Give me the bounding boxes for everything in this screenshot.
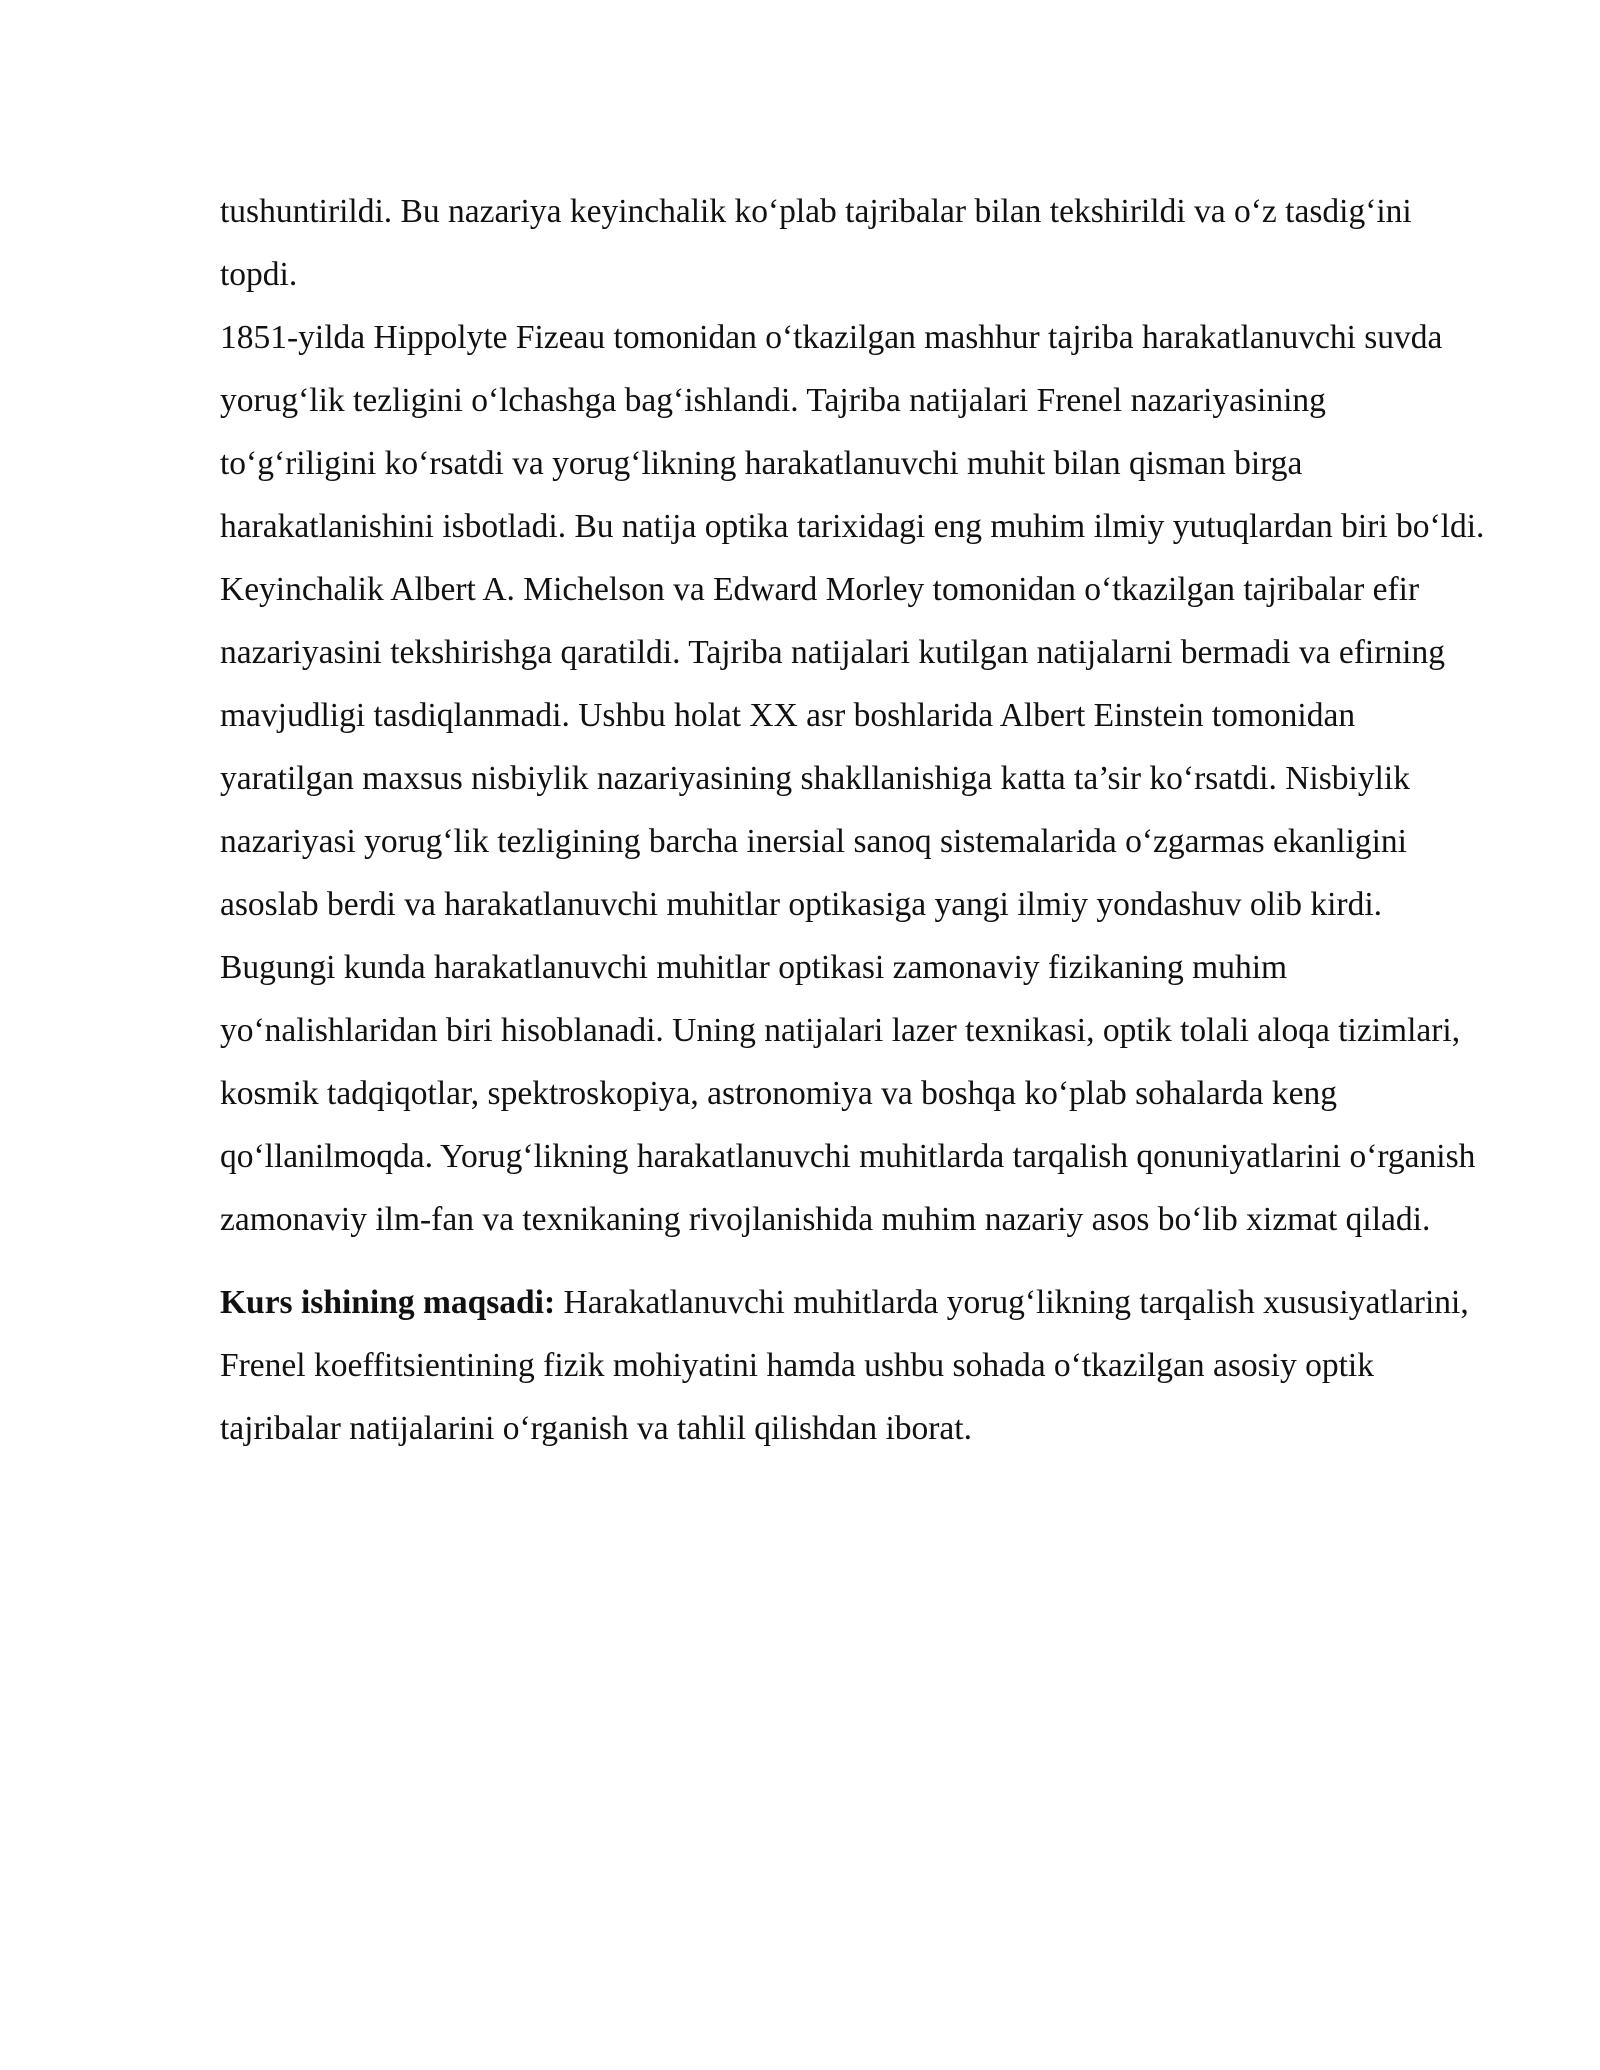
paragraph-fizeau-experiment: 1851-yilda Hippolyte Fizeau tomonidan o‘tkazilgan mashhur tajriba harakatlanuvchi suvda yorug‘lik tezligini o‘lchashga bag‘ishlandi. Tajriba natijalari Frenel nazariyasining to‘g‘riligini ko‘rsatdi va yorug‘likning harakatlanuvchi muhit bilan qisman birga harakatlanishini isbotladi. Bu natija optika tarixidagi eng muhim ilmiy yutuqlardan biri bo‘ldi. xyxy=(220,319,1485,545)
paragraph-michelson-morley: Keyinchalik Albert A. Michelson va Edward Morley tomonidan o‘tkazilgan tajribalar efir nazariyasini tekshirishga qaratildi. Tajriba natijalari kutilgan natijalarni bermadi va efirning mavjudligi tasdiqlanmadi. Ushbu holat XX asr boshlarida Albert Einstein tomonidan yaratilgan maxsus nisbiylik nazariyasining shakllanishiga katta ta’sir ko‘rsatdi. Nisbiylik nazariyasi yorug‘lik tezligining barcha inersial sanoq sistemalarida o‘zgarmas ekanligini asoslab berdi va harakatlanuvchi muhitlar optikasiga yangi ilmiy yondashuv olib kirdi. xyxy=(220,571,1445,923)
paragraph-modern-applications: Bugungi kunda harakatlanuvchi muhitlar optikasi zamonaviy fizikaning muhim yo‘nalishlaridan biri hisoblanadi. Uning natijalari lazer texnikasi, optik tolali aloqa tizimlari, kosmik tadqiqotlar, spektroskopiya, astronomiya va boshqa ko‘plab sohalarda keng qo‘llanilmoqda. Yorug‘likning harakatlanuvchi muhitlarda tarqalish qonuniyatlarini o‘rganish zamonaviy ilm-fan va texnikaning rivojlanishida muhim nazariy asos bo‘lib xizmat qiladi. xyxy=(220,949,1476,1238)
paragraph-theory-confirmation: tushuntirildi. Bu nazariya keyinchalik ko‘plab tajribalar bilan tekshirildi va o‘z tasdig‘ini topdi. xyxy=(220,193,1412,293)
course-goal-text: Harakatlanuvchi muhitlarda yorug‘likning tarqalish xususiyatlarini, Frenel koeffitsientining fizik mohiyatini hamda ushbu sohada o‘tkazilgan asosiy optik tajribalar natijalarini o‘rganish va tahlil qilishdan iborat. xyxy=(220,1284,1469,1447)
course-goal-label: Kurs ishining maqsadi: xyxy=(220,1284,556,1321)
document-body xyxy=(220,180,1490,1460)
course-goal-paragraph xyxy=(220,1271,1490,1460)
